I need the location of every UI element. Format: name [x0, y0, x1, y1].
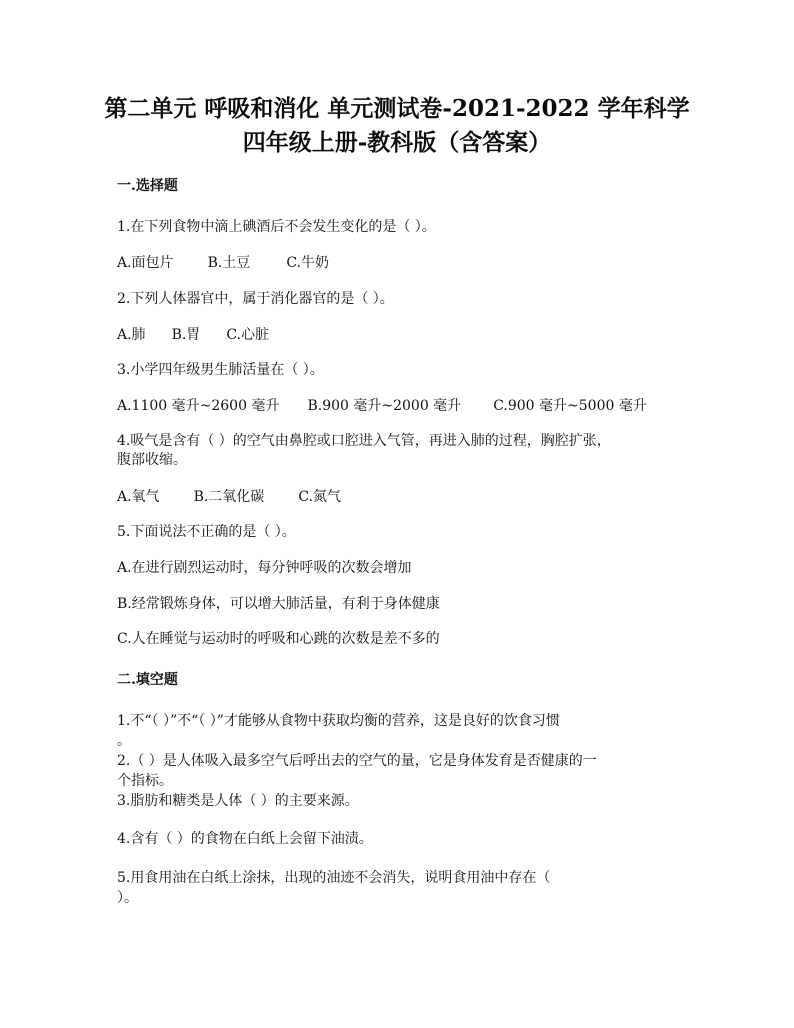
option-b: B.900 毫升~2000 毫升 — [307, 398, 462, 414]
question-2-stem: 2.下列人体器官中，属于消化器官的是（ ）。 — [117, 291, 394, 307]
question-5-option-c: C.人在睡觉与运动时的呼吸和心跳的次数是差不多的 — [117, 631, 440, 647]
question-4-stem-line-2: 腹部收缩。 — [117, 452, 187, 468]
fill-2-line-1: 2.（ ）是人体吸入最多空气后呼出去的空气的量，它是身体发育是否健康的一 — [117, 753, 597, 769]
option-a: A.肺 — [117, 327, 146, 343]
section-heading-choice: 一.选择题 — [117, 178, 178, 194]
title-line-1: 第二单元 呼吸和消化 单元测试卷-2021-2022 学年科学 — [104, 95, 690, 122]
question-5-option-a: A.在进行剧烈运动时，每分钟呼吸的次数会增加 — [117, 560, 412, 576]
section-heading-fill-blank: 二.填空题 — [117, 672, 178, 688]
fill-1-line-1: 1.不“（ ）”不“（ ）”才能够从食物中获取均衡的营养，这是良好的饮食习惯 — [117, 713, 560, 729]
fill-5-line-1: 5.用食用油在白纸上涂抹，出现的油迹不会消失，说明食用油中存在（ — [117, 870, 551, 886]
option-b: B.胃 — [171, 327, 201, 343]
option-a: A.面包片 — [117, 255, 174, 271]
option-c: C.900 毫升~5000 毫升 — [493, 398, 647, 414]
option-b: B.土豆 — [207, 255, 251, 271]
question-1-options — [117, 254, 329, 272]
option-c: C.心脏 — [226, 327, 269, 343]
question-4-options — [117, 488, 341, 506]
option-c: C.氮气 — [298, 489, 341, 505]
fill-2-line-2: 个指标。 — [117, 773, 173, 789]
question-5-stem: 5.下面说法不正确的是（ ）。 — [117, 524, 296, 540]
option-a: A.1100 毫升~2600 毫升 — [117, 398, 280, 414]
document-title — [90, 92, 704, 160]
fill-3-line: 3.脂肪和糖类是人体（ ）的主要来源。 — [117, 793, 359, 809]
option-b: B.二氧化碳 — [193, 489, 265, 505]
option-c: C.牛奶 — [286, 255, 329, 271]
fill-1-line-2: 。 — [117, 733, 131, 749]
option-a: A.氧气 — [117, 489, 160, 505]
question-4-stem-line-1: 4.吸气是含有（ ）的空气由鼻腔或口腔进入气管，再进入肺的过程，胸腔扩张， — [117, 433, 611, 449]
title-line-2: 四年级上册-教科版（含答案） — [242, 129, 552, 156]
fill-5-line-2: ）。 — [117, 890, 138, 906]
question-3-options — [117, 397, 647, 415]
question-3-stem: 3.小学四年级男生肺活量在（ ）。 — [117, 362, 324, 378]
question-1-stem: 1.在下列食物中滴上碘酒后不会发生变化的是（ ）。 — [117, 219, 436, 235]
fill-4-line: 4.含有（ ）的食物在白纸上会留下油渍。 — [117, 831, 373, 847]
question-5-option-b: B.经常锻炼身体，可以增大肺活量，有利于身体健康 — [117, 596, 440, 612]
question-2-options — [117, 326, 269, 344]
